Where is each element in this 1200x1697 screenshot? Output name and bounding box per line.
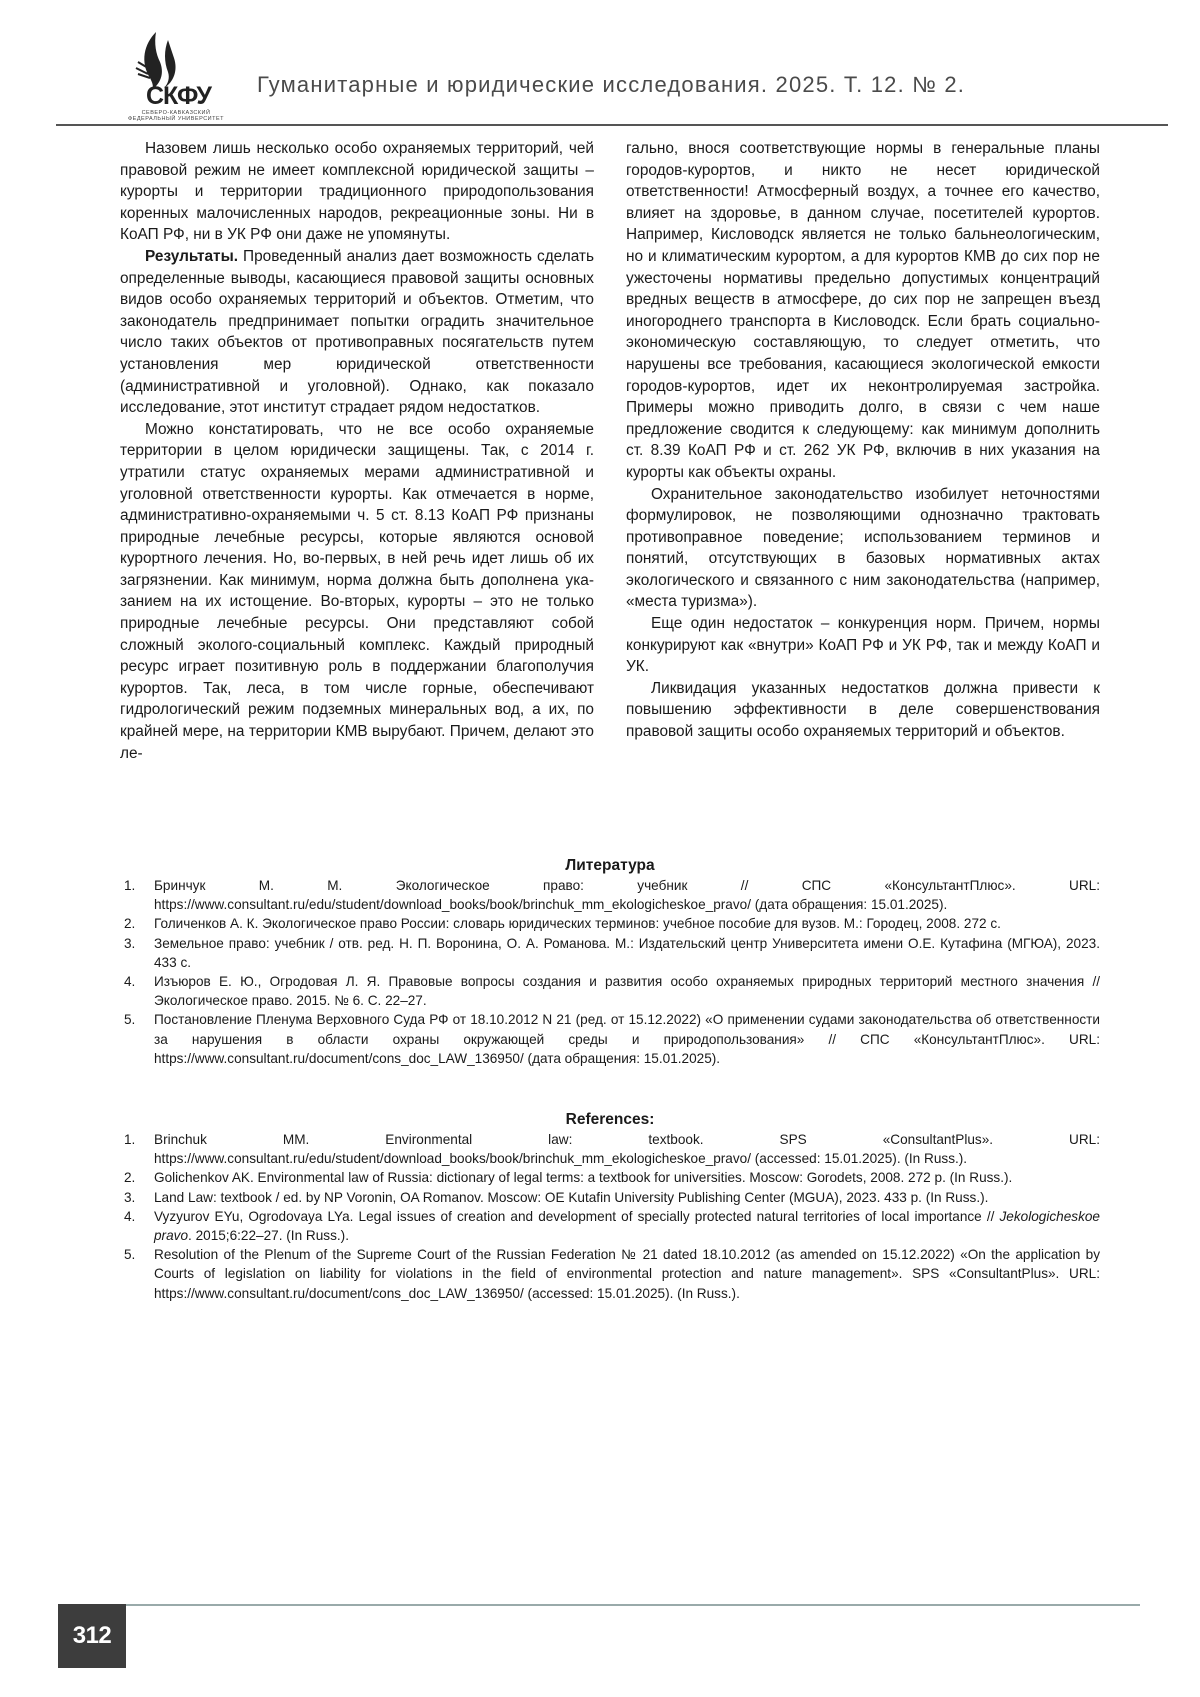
page-header bbox=[0, 0, 1200, 128]
item-text: Resolution of the Plenum of the Supreme Court of the Russian Federation № 21 dated 18.10.2012 (as amended on 15.12.2022) «On the application by Courts of legislation on liability for violations in the field of environmental protection and nature management». SPS «ConsultantPlus». URL: https://www.consultant.ru/document/cons_doc_LAW_136950/ (accessed: 15.01.2025). (In Russ.). bbox=[154, 1247, 1100, 1301]
item-number: 3. bbox=[124, 1189, 136, 1205]
reference-item bbox=[120, 1188, 1100, 1207]
paragraph bbox=[626, 613, 1100, 678]
paragraph bbox=[120, 246, 594, 419]
item-number: 5. bbox=[124, 1012, 136, 1028]
item-text: Golichenkov AK. Environmental law of Russia: dictionary of legal terms: a textbook for universities. Moscow: Gorodets, 2008. 272 p. (In Russ.). bbox=[154, 1170, 1013, 1186]
section-label-results: Результаты. bbox=[145, 247, 239, 265]
journal-title: Гуманитарные и юридические исследования. 2025. Т. 12. № 2. bbox=[257, 72, 966, 97]
paragraph-text: Ликвидация указанных недостатков должна привести к повышению эффективности в деле совершенствования правовой защиты особо охраняемых территорий и объектов. bbox=[626, 679, 1100, 741]
literature-item bbox=[120, 972, 1100, 1010]
literature-item bbox=[120, 1010, 1100, 1068]
footer-divider bbox=[58, 1604, 1140, 1606]
item-number: 5. bbox=[124, 1247, 136, 1263]
item-number: 1. bbox=[124, 878, 136, 893]
journal-name-italic: Jekologicheskoe pravo bbox=[154, 1208, 1100, 1244]
item-number: 2. bbox=[124, 916, 136, 932]
literature-list bbox=[120, 876, 1100, 1068]
item-text: Постановление Пленума Верховного Суда РФ от 18.10.2012 N 21 (ред. от 15.12.2022) «О применении судами законодательства об ответственности за нарушения в области охраны окружающей среды и природопользования» // СПС «КонсультантПлюс». URL: https://www.consultant.ru/document/cons_doc_LAW_136950/ (дата обращения: 15.01.2025). bbox=[154, 1012, 1100, 1066]
page-number: 312 bbox=[58, 1604, 126, 1668]
paragraph-text: Назовем лишь несколько особо охраняемых территорий, чей правовой режим не имеет комплексной юридической защиты – курорты и территории традиционного природопользования коренных малочисленных народов, рекреационные зоны. Ни в КоАП РФ, ни в УК РФ они даже не упомянуты. bbox=[120, 140, 594, 244]
references-list bbox=[120, 1130, 1100, 1303]
references-heading: References: bbox=[565, 1111, 655, 1128]
paragraph bbox=[120, 419, 594, 765]
header-divider bbox=[56, 124, 1168, 126]
reference-item bbox=[120, 1245, 1100, 1303]
logo-text: СКФУ bbox=[146, 82, 211, 110]
item-number: 3. bbox=[124, 935, 136, 951]
university-logo bbox=[124, 32, 228, 122]
left-column bbox=[120, 138, 594, 764]
paragraph-text: Еще один недостаток – конкуренция норм. Причем, нормы конкурируют как «внутри» КоАП РФ и УК РФ, так и между КоАП и УК. bbox=[626, 615, 1100, 676]
item-text: Изъюров Е. Ю., Огродовая Л. Я. Правовые вопросы создания и развития особо охраняемых природных территорий местного значения // Экологическое право. 2015. № 6. С. 22–27. bbox=[154, 974, 1100, 1009]
item-text: Земельное право: учебник / отв. ред. Н. П. Воронина, О. А. Романова. М.: Издательский центр Университета имени О.Е. Кутафина (МГЮА), 2023. 433 с. bbox=[154, 935, 1100, 970]
paragraph-text: Можно констатировать, что не все особо охраняемые территории в целом юридически защищены. Так, с 2014 г. утратили статус охраняемых мерами административной и уголовной ответственности курорты. Как отмечается в норме, административно-охраняемыми ч. 5 ст. 8.13 КоАП РФ признаны природные лечебные ресурсы, которые являются основой курортного лечения. Но, во-первых, в ней речь идет лишь об их загрязнении. Как минимум, норма должна быть дополнена указанием на их истощение. Во-вторых, курорты – это не только природные лечебные ресурсы. Они представляют собой сложный эколого-социальный комплекс. Каждый природный ресурс играет позитивную роль в поддержании благополучия курортов. Так, леса, в том числе горные, обеспечивают гидрологический режим подземных минеральных вод, а их, по крайней мере, на территории КМВ вырубают. Причем, делают это ле- bbox=[120, 420, 594, 762]
paragraph bbox=[626, 484, 1100, 614]
literature-item bbox=[120, 876, 1100, 914]
item-text: . 2015;6:22–27. (In Russ.). bbox=[188, 1228, 349, 1244]
logo-subtitle-line: СЕВЕРО-КАВКАЗСКИЙ bbox=[141, 110, 211, 116]
literature-item bbox=[120, 914, 1100, 933]
item-text: Бринчук М. М. Экологическое право: учебник // СПС «КонсультантПлюс». URL: https://www.consultant.ru/edu/student/download_books/book/brinchuk_mm_ekologicheskoe_pravo/ (дата обращения: 15.01.2025). bbox=[154, 878, 1100, 913]
item-text: Vyzyurov EYu, Ogrodovaya LYa. Legal issues of creation and development of specially protected natural territories of local importance // bbox=[154, 1208, 1000, 1224]
literature-item bbox=[120, 934, 1100, 972]
literature-heading: Литература bbox=[565, 857, 655, 874]
reference-item bbox=[120, 1207, 1100, 1245]
reference-item bbox=[120, 1168, 1100, 1187]
paragraph-text: Проведенный анализ дает возможность сделать определенные выводы, касающиеся правовой защиты основных видов особо охраняемых территорий и объектов. Отметим, что законодатель предпринимает попытки оградить значительное число таких объектов от противоправных посягательств путем установления мер юридической ответственности (административной и уголовной). Однако, как показало исследование, этот институт страдает рядом недостатков. bbox=[120, 247, 594, 417]
item-text: Голиченков А. К. Экологическое право России: словарь юридических терминов: учебное пособие для вузов. М.: Городец, 2008. 272 с. bbox=[154, 916, 1001, 932]
item-number: 1. bbox=[124, 1132, 136, 1147]
paragraph bbox=[120, 138, 594, 246]
literature-section bbox=[120, 856, 1100, 1068]
paragraph bbox=[626, 138, 1100, 484]
right-column bbox=[626, 138, 1100, 743]
item-number: 4. bbox=[124, 974, 136, 990]
paragraph bbox=[626, 678, 1100, 743]
item-number: 2. bbox=[124, 1170, 136, 1186]
paragraph-text: гально, внося соответствующие нормы в генеральные планы городов-курортов, и никто не несет юридической ответственности! Атмосферный воздух, а точнее его качество, влияет на здоровье, в данном случае, посетителей курортов. Например, Кисловодск является не только бальнеологическим, но и климатическим курортом, а для курортов КМВ до сих пор не ужесточены нормативы предельно допустимых концентраций вредных веществ в атмосфере, до сих пор не запрещен въезд иногороднего транспорта в Кисловодск. Если брать социально-экономическую составляющую, то следует отметить, что нарушены все требования, касающиеся экологической емкости городов-курортов, идет их неконтролируемая застройка. Примеры можно приводить долго, в связи с чем наше предложение сводится к следующему: как минимум дополнить ст. 8.39 КоАП РФ и ст. 262 УК РФ, включив в них указания на курорты как объекты охраны. bbox=[626, 140, 1100, 481]
item-text: Brinchuk MM. Environmental law: textbook. SPS «ConsultantPlus». URL: https://www.consultant.ru/edu/student/download_books/book/brinchuk_mm_ekologicheskoe_pravo/ (accessed: 15.01.2025). (In Russ.). bbox=[154, 1132, 1100, 1167]
logo-subtitle-line: ФЕДЕРАЛЬНЫЙ УНИВЕРСИТЕТ bbox=[127, 116, 225, 122]
item-number: 4. bbox=[124, 1208, 136, 1224]
paragraph-text: Охранительное законодательство изобилует неточностями формулировок, не позволяющими однозначно трактовать противоправное поведение; использованием терминов и понятий, отсутствующих в базовых нормативных актах экологического и связанного с ним законодательства (например, «места туризма»). bbox=[626, 485, 1100, 611]
logo-subtitle bbox=[124, 110, 228, 122]
item-text: Land Law: textbook / ed. by NP Voronin, OA Romanov. Moscow: OE Kutafin University Publishing Center (MGUA), 2023. 433 p. (In Russ.). bbox=[154, 1189, 989, 1205]
reference-item bbox=[120, 1130, 1100, 1168]
references-section bbox=[120, 1110, 1100, 1303]
